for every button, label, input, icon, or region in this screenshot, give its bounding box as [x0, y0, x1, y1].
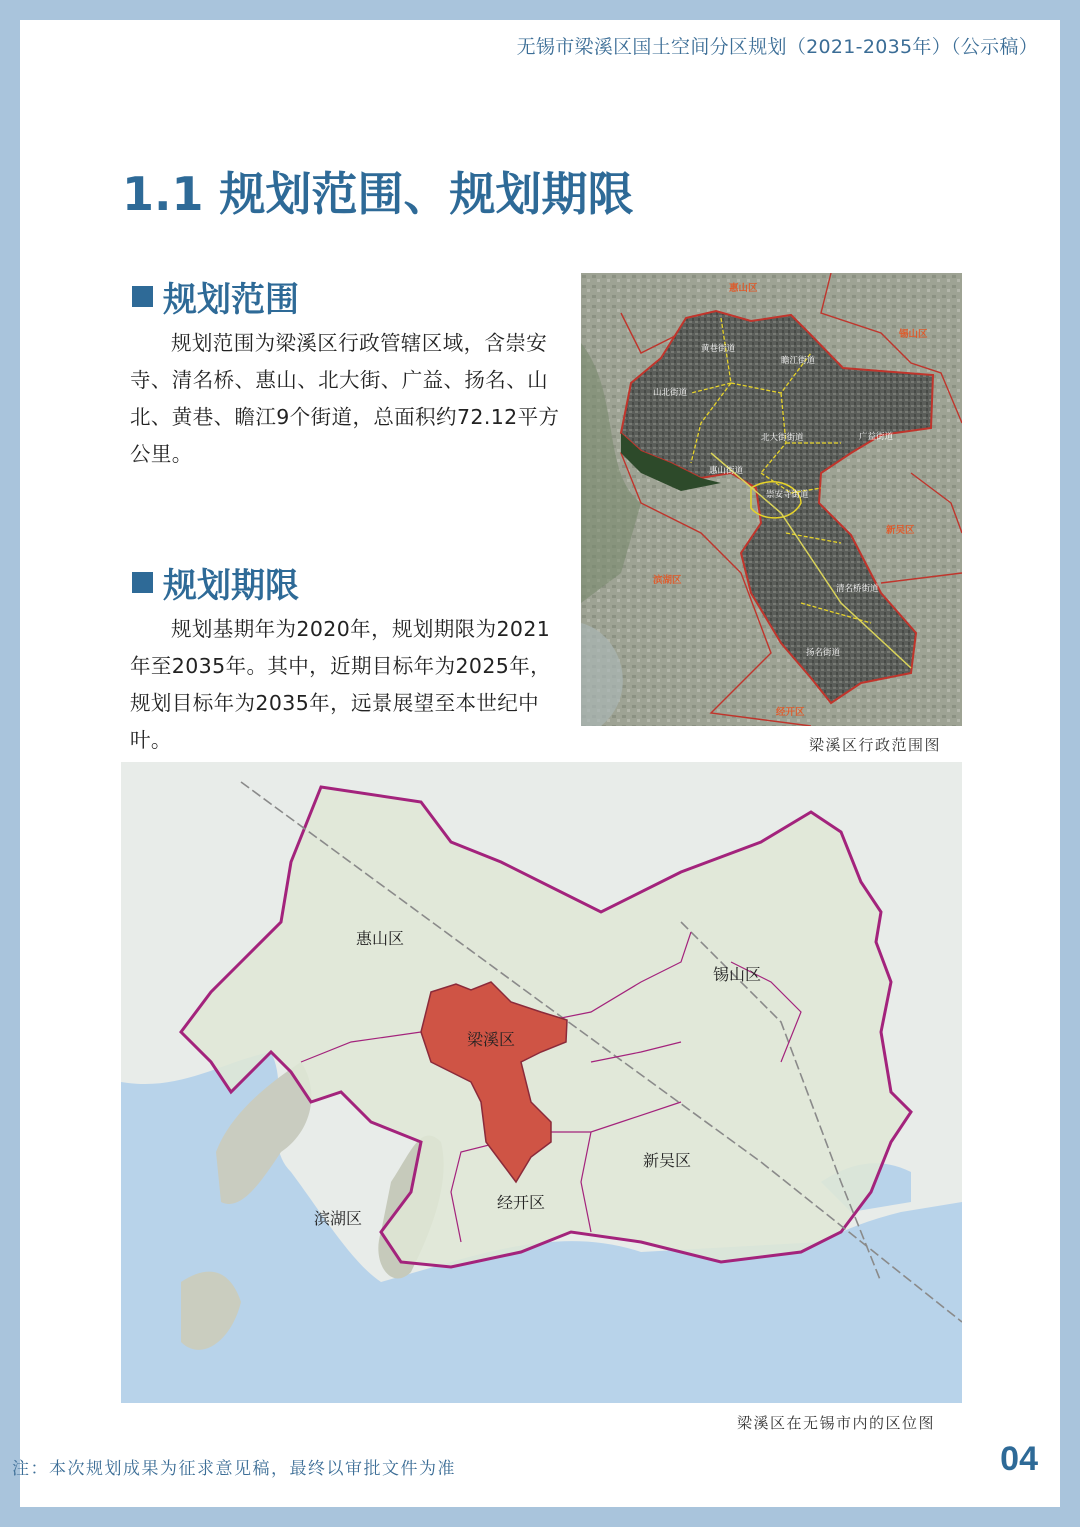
- square-bullet-icon: [132, 572, 153, 593]
- admin-boundary-map: [581, 273, 962, 726]
- scope-heading-text: 规划范围: [163, 280, 299, 320]
- page-title: 1.1 规划范围、规划期限: [122, 167, 634, 221]
- period-paragraph: 规划基期年为2020年，规划期限为2021年至2035年。其中，近期目标年为2025年，规划目标年为2035年，远景展望至本世纪中叶。: [130, 617, 552, 752]
- admin-label-qingmingqiao: 清名桥街道: [836, 584, 879, 594]
- admin-label-shanbei: 山北街道: [653, 388, 688, 398]
- admin-label-jingkai-district: 经开区: [776, 707, 805, 718]
- header-title: 无锡市梁溪区国土空间分区规划（2021-2035年）（公示稿）: [516, 36, 1038, 58]
- footnote: 注：本次规划成果为征求意见稿，最终以审批文件为准: [12, 1459, 456, 1479]
- scope-heading: [132, 272, 299, 321]
- scope-paragraph: 规划范围为梁溪区行政管辖区域，含崇安寺、清名桥、惠山、北大街、广益、扬名、山北、黄巷、瞻江9个街道，总面积约72.12平方公里。: [130, 331, 560, 466]
- admin-label-beidajie: 北大街街道: [761, 433, 804, 443]
- page-number: 04: [1000, 1440, 1038, 1478]
- admin-label-huishan-district: 惠山区: [729, 283, 758, 294]
- admin-map-graphic: [581, 273, 962, 726]
- admin-label-yangming: 扬名街道: [806, 648, 841, 658]
- admin-label-huishan: 惠山街道: [709, 466, 744, 476]
- period-heading: [132, 558, 299, 607]
- admin-label-zhanjiang: 瞻江街道: [781, 356, 816, 366]
- location-label-xishan: 锡山区: [713, 965, 762, 984]
- admin-label-chonganshi: 崇安寺街道: [766, 490, 809, 500]
- location-map-caption: 梁溪区在无锡市内的区位图: [737, 1414, 936, 1432]
- location-label-xinwu: 新吴区: [643, 1151, 692, 1170]
- square-bullet-icon: [132, 286, 153, 307]
- period-heading-text: 规划期限: [163, 566, 299, 606]
- admin-label-guangyi: 广益街道: [859, 432, 894, 442]
- admin-label-xinwu-district: 新吴区: [886, 525, 915, 536]
- admin-label-xishan-district: 锡山区: [899, 329, 928, 340]
- location-map-graphic: [121, 762, 962, 1403]
- admin-label-binhu-district: 滨湖区: [653, 575, 682, 586]
- location-label-jingkai: 经开区: [497, 1193, 546, 1212]
- location-label-liangxi: 梁溪区: [467, 1030, 516, 1049]
- admin-map-caption: 梁溪区行政范围图: [809, 736, 942, 754]
- page: [20, 20, 1060, 1507]
- location-label-huishan: 惠山区: [356, 929, 405, 948]
- location-label-binhu: 滨湖区: [314, 1209, 363, 1228]
- admin-label-huangxiang: 黄巷街道: [701, 344, 736, 354]
- location-map: [121, 762, 962, 1403]
